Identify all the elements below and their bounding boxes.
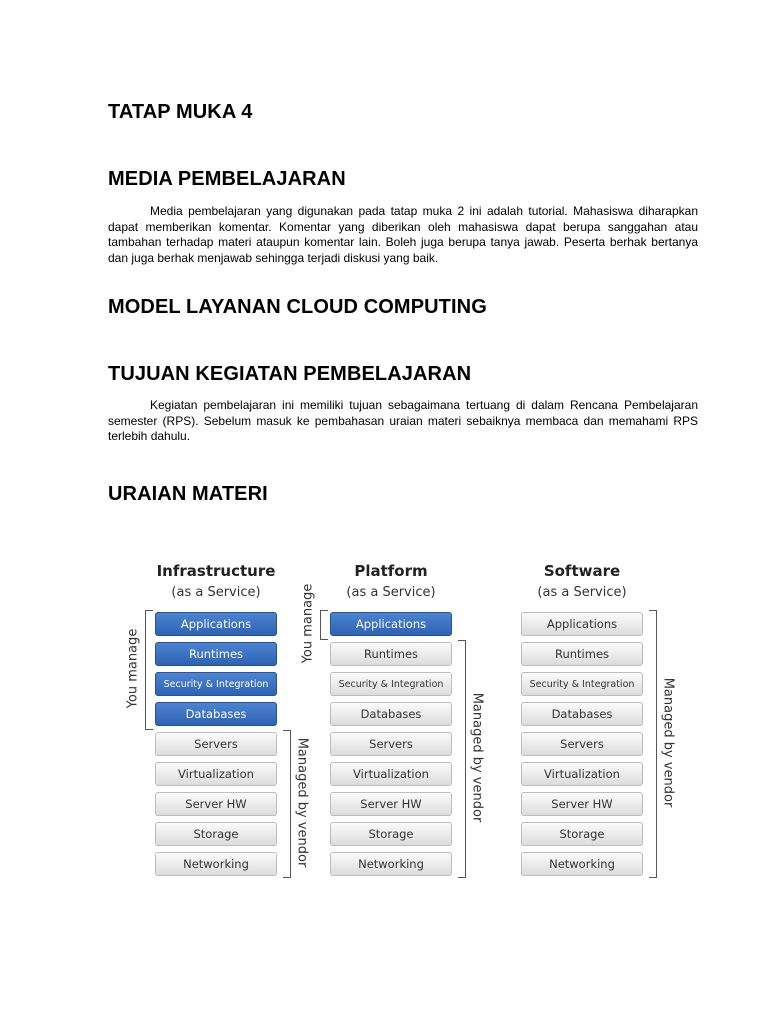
heading-tujuan: TUJUAN KEGIATAN PEMBELAJARAN bbox=[108, 363, 472, 385]
heading-model-layanan: MODEL LAYANAN CLOUD COMPUTING bbox=[108, 296, 487, 318]
layer-box-virtualization: Virtualization bbox=[155, 762, 277, 786]
layer-box-runtimes: Runtimes bbox=[155, 642, 277, 666]
layer-box-security-integration: Security & Integration bbox=[155, 672, 277, 696]
layer-box-runtimes: Runtimes bbox=[330, 642, 452, 666]
you-manage-brace bbox=[320, 610, 328, 640]
layer-box-storage: Storage bbox=[155, 822, 277, 846]
paragraph-tujuan: Kegiatan pembelajaran ini memiliki tujuan sebagaimana tertuang di dalam Rencana Pembelajaran semester (RPS). Sebelum masuk ke pembahasan uraian materi sebaiknya membaca dan memahami RPS terlebih dahulu. bbox=[108, 398, 698, 443]
layer-box-networking: Networking bbox=[330, 852, 452, 876]
layer-box-virtualization: Virtualization bbox=[330, 762, 452, 786]
layer-box-databases: Databases bbox=[521, 702, 643, 726]
layer-box-server-hw: Server HW bbox=[155, 792, 277, 816]
paragraph-media: Media pembelajaran yang digunakan pada tatap muka 2 ini adalah tutorial. Mahasiswa diharapkan dapat memberikan komentar. Komentar yang diberikan oleh mahasiswa dapat berupa sanggahan atau tambahan terhadap materi ataupun komentar lain. Boleh juga berupa tanya jawab. Peserta berhak bertanya dan juga berhak menjawab sehingga terjadi diskusi yang baik. bbox=[108, 204, 698, 265]
layer-box-databases: Databases bbox=[155, 702, 277, 726]
column-title: Software bbox=[543, 562, 621, 580]
layer-box-networking: Networking bbox=[155, 852, 277, 876]
managed-by-vendor-brace bbox=[649, 610, 657, 878]
layer-box-servers: Servers bbox=[330, 732, 452, 756]
layer-box-servers: Servers bbox=[521, 732, 643, 756]
column-title: Infrastructure bbox=[156, 562, 276, 580]
layer-box-servers: Servers bbox=[155, 732, 277, 756]
layer-box-security-integration: Security & Integration bbox=[521, 672, 643, 696]
column-title: Platform bbox=[354, 562, 428, 580]
layer-box-storage: Storage bbox=[330, 822, 452, 846]
managed-by-vendor-brace bbox=[283, 730, 291, 878]
column-subtitle: (as a Service) bbox=[346, 585, 436, 600]
cloud-service-models-diagram bbox=[105, 550, 695, 880]
layer-box-applications: Applications bbox=[155, 612, 277, 636]
managed-by-vendor-label: Managed by vendor bbox=[294, 737, 310, 868]
column-subtitle: (as a Service) bbox=[171, 585, 261, 600]
column-subtitle: (as a Service) bbox=[537, 585, 627, 600]
layer-box-server-hw: Server HW bbox=[330, 792, 452, 816]
heading-uraian-materi: URAIAN MATERI bbox=[108, 483, 268, 505]
layer-box-networking: Networking bbox=[521, 852, 643, 876]
managed-by-vendor-label: Managed by vendor bbox=[469, 692, 485, 823]
managed-by-vendor-brace bbox=[458, 640, 466, 878]
layer-box-storage: Storage bbox=[521, 822, 643, 846]
heading-tatap-muka: TATAP MUKA 4 bbox=[108, 101, 253, 123]
layer-box-security-integration: Security & Integration bbox=[330, 672, 452, 696]
you-manage-label: You manage bbox=[300, 583, 316, 664]
you-manage-label: You manage bbox=[125, 628, 141, 709]
you-manage-brace bbox=[145, 610, 153, 730]
layer-box-virtualization: Virtualization bbox=[521, 762, 643, 786]
layer-box-databases: Databases bbox=[330, 702, 452, 726]
managed-by-vendor-label: Managed by vendor bbox=[660, 677, 676, 808]
layer-box-applications: Applications bbox=[521, 612, 643, 636]
layer-box-runtimes: Runtimes bbox=[521, 642, 643, 666]
layer-box-applications: Applications bbox=[330, 612, 452, 636]
heading-media-pembelajaran: MEDIA PEMBELAJARAN bbox=[108, 168, 346, 190]
layer-box-server-hw: Server HW bbox=[521, 792, 643, 816]
